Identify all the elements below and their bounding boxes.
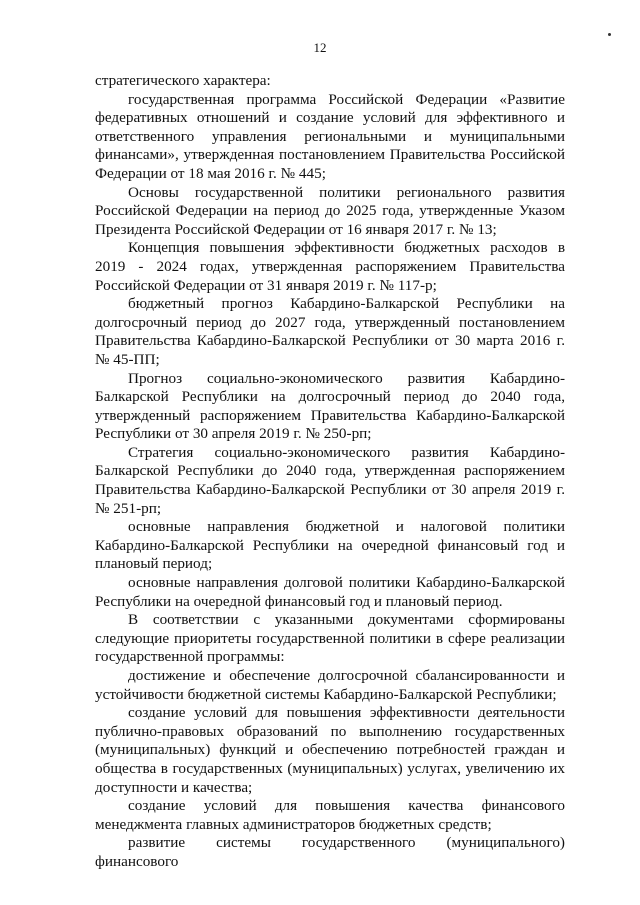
paragraph: достижение и обеспечение долгосрочной сбалансированности и устойчивости бюджетной системы Кабардино-Балкарской Республики; [95, 667, 565, 703]
page-number: 12 [313, 40, 327, 55]
paragraph: Прогноз социально-экономического развития Кабардино-Балкарской Республики на долгосрочный период до 2040 года, утвержденный распоряжением Правительства Кабардино-Балкарской Республики от 30 апреля 2019 г. № 250-рп; [95, 369, 565, 443]
paragraph: В соответствии с указанными документами сформированы следующие приоритеты государственной политики в сфере реализации государственной программы: [95, 611, 565, 666]
paragraph: Основы государственной политики регионального развития Российской Федерации на период до 2025 года, утвержденные Указом Президента Российской Федерации от 16 января 2017 г. № 13; [95, 183, 565, 238]
paragraph: стратегического характера: [95, 72, 271, 89]
paragraph: Стратегия социально-экономического развития Кабардино-Балкарской Республики до 2040 года, утвержденная распоряжением Правительства Кабардино-Балкарской Республики от 30 апреля 2019 г. № 251-рп; [95, 443, 565, 517]
paragraph: Концепция повышения эффективности бюджетных расходов в 2019 - 2024 годах, утвержденная распоряжением Правительства Российской Федерации от 31 января 2019 г. № 117-р; [95, 239, 565, 294]
paragraph: основные направления долговой политики Кабардино-Балкарской Республики на очередной финансовый год и плановый период. [95, 574, 565, 610]
paragraph: создание условий для повышения качества финансового менеджмента главных администраторов бюджетных средств; [95, 797, 565, 833]
document-body [95, 72, 565, 872]
paragraph: развитие системы государственного (муниципального) финансового [95, 834, 565, 870]
paragraph: государственная программа Российской Федерации «Развитие федеративных отношений и создание условий для эффективного и ответственного управления региональными и муниципальными финансами», утвержденная постановлением Правительства Российской Федерации от 18 мая 2016 г. № 445; [95, 90, 565, 182]
margin-mark [608, 33, 611, 36]
paragraph: основные направления бюджетной и налоговой политики Кабардино-Балкарской Республики на очередной финансовый год и плановый период; [95, 518, 565, 573]
paragraph: бюджетный прогноз Кабардино-Балкарской Республики на долгосрочный период до 2027 года, утвержденный постановлением Правительства Кабардино-Балкарской Республики от 30 марта 2016 г. № 45-ПП; [95, 295, 565, 368]
paragraph: создание условий для повышения эффективности деятельности публично-правовых образований по выполнению государственных (муниципальных) функций и обеспечению потребностей граждан и общества в государственных (муниципальных) услугах, увеличению их доступности и качества; [95, 704, 565, 796]
